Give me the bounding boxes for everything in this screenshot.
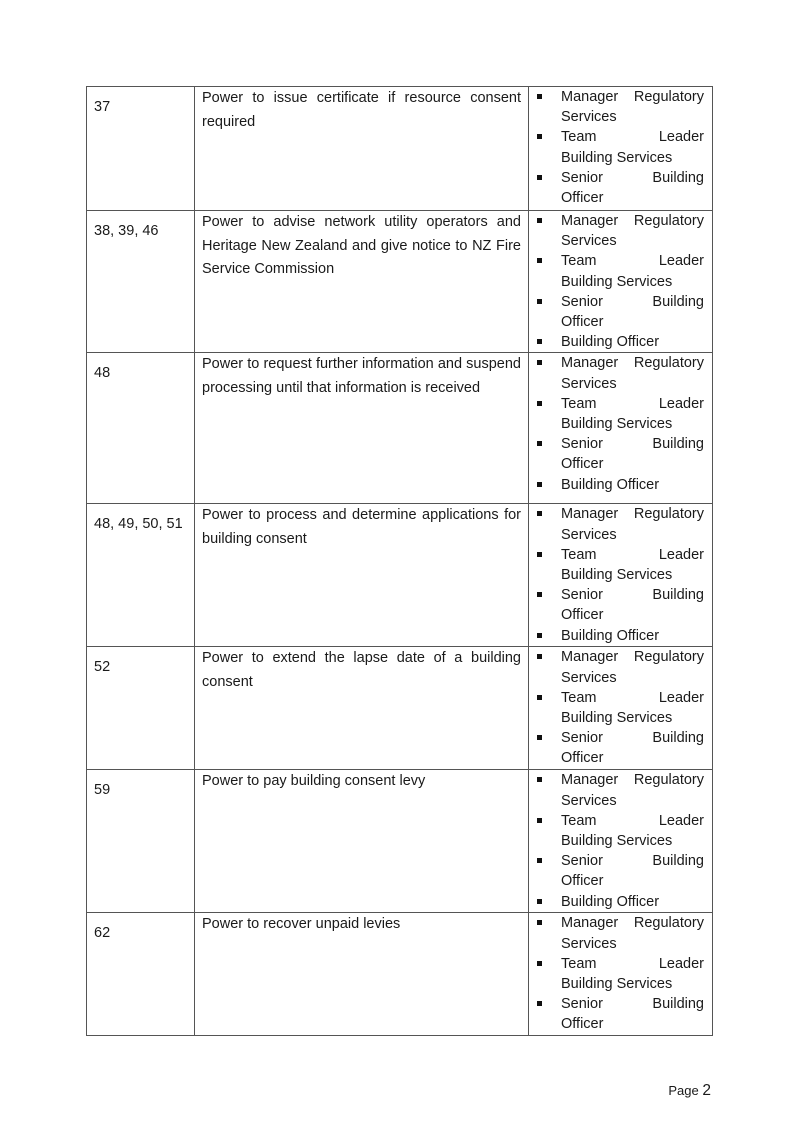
delegate-cell <box>529 504 713 647</box>
section-number: 48 <box>94 365 111 382</box>
delegate-list <box>529 353 712 494</box>
power-cell <box>195 770 529 913</box>
power-cell <box>195 913 529 1036</box>
power-description: Power to process and determine applications for building consent <box>202 507 521 547</box>
table-row <box>87 87 713 211</box>
power-cell <box>195 647 529 770</box>
delegate-cell <box>529 211 713 353</box>
section-cell <box>87 211 195 353</box>
delegate-item: Manager Regulatory Services <box>529 87 712 127</box>
table-row <box>87 353 713 504</box>
power-cell <box>195 87 529 211</box>
power-description: Power to pay building consent levy <box>202 773 426 790</box>
delegate-item: Building Officer <box>529 892 712 912</box>
delegate-item: Senior Building Officer <box>529 994 712 1034</box>
table-row <box>87 211 713 353</box>
section-number: 38, 39, 46 <box>94 223 159 239</box>
table-row <box>87 504 713 647</box>
delegate-cell <box>529 87 713 211</box>
power-description: Power to recover unpaid levies <box>202 916 401 933</box>
table-row <box>87 913 713 1036</box>
delegate-item: Manager Regulatory Services <box>529 913 712 953</box>
section-cell <box>87 770 195 913</box>
section-number: 59 <box>94 782 111 799</box>
delegate-cell <box>529 913 713 1036</box>
delegate-item: Team Leader Building Services <box>529 954 712 994</box>
section-cell <box>87 913 195 1036</box>
delegate-item: Team Leader Building Services <box>529 394 712 434</box>
power-description: Power to request further information and suspend processing until that information is received <box>202 356 521 396</box>
delegate-cell <box>529 647 713 770</box>
section-cell <box>87 504 195 647</box>
section-number: 37 <box>94 99 111 115</box>
delegate-list <box>529 647 712 768</box>
delegations-table <box>86 86 713 1036</box>
delegate-item: Senior Building Officer <box>529 168 712 208</box>
delegate-item: Team Leader Building Services <box>529 688 712 728</box>
delegate-list <box>529 913 712 1034</box>
section-number: 62 <box>94 925 111 942</box>
power-description: Power to advise network utility operators and Heritage New Zealand and give notice to NZ Fire Service Commission <box>202 214 521 277</box>
section-cell <box>87 353 195 504</box>
delegate-cell <box>529 770 713 913</box>
delegate-item: Senior Building Officer <box>529 728 712 768</box>
delegate-item: Senior Building Officer <box>529 851 712 891</box>
power-description: Power to issue certificate if resource consent required <box>202 90 521 130</box>
delegate-item: Team Leader Building Services <box>529 811 712 851</box>
delegate-item: Building Officer <box>529 626 712 646</box>
table-row <box>87 647 713 770</box>
delegate-item: Senior Building Officer <box>529 292 712 332</box>
power-description: Power to extend the lapse date of a building consent <box>202 650 521 690</box>
delegate-item: Manager Regulatory Services <box>529 353 712 393</box>
delegate-item: Senior Building Officer <box>529 585 712 625</box>
delegate-list <box>529 87 712 208</box>
delegate-list <box>529 770 712 911</box>
page-label: Page <box>668 1083 699 1098</box>
page-number-value: 2 <box>702 1082 711 1099</box>
delegate-item: Team Leader Building Services <box>529 127 712 167</box>
delegate-list <box>529 211 712 352</box>
power-cell <box>195 353 529 504</box>
delegate-item: Manager Regulatory Services <box>529 504 712 544</box>
delegate-item: Manager Regulatory Services <box>529 770 712 810</box>
delegate-item: Manager Regulatory Services <box>529 647 712 687</box>
section-number: 48, 49, 50, 51 <box>94 516 183 533</box>
power-cell <box>195 211 529 353</box>
section-cell <box>87 647 195 770</box>
page-number <box>668 1082 711 1100</box>
delegate-item: Building Officer <box>529 332 712 352</box>
delegate-list <box>529 504 712 645</box>
delegate-item: Team Leader Building Services <box>529 251 712 291</box>
delegate-cell <box>529 353 713 504</box>
delegate-item: Senior Building Officer <box>529 434 712 474</box>
table-body <box>87 87 713 1036</box>
power-cell <box>195 504 529 647</box>
section-number: 52 <box>94 659 111 676</box>
delegate-item: Manager Regulatory Services <box>529 211 712 251</box>
section-cell <box>87 87 195 211</box>
delegate-item: Team Leader Building Services <box>529 545 712 585</box>
delegate-item: Building Officer <box>529 475 712 495</box>
table-row <box>87 770 713 913</box>
